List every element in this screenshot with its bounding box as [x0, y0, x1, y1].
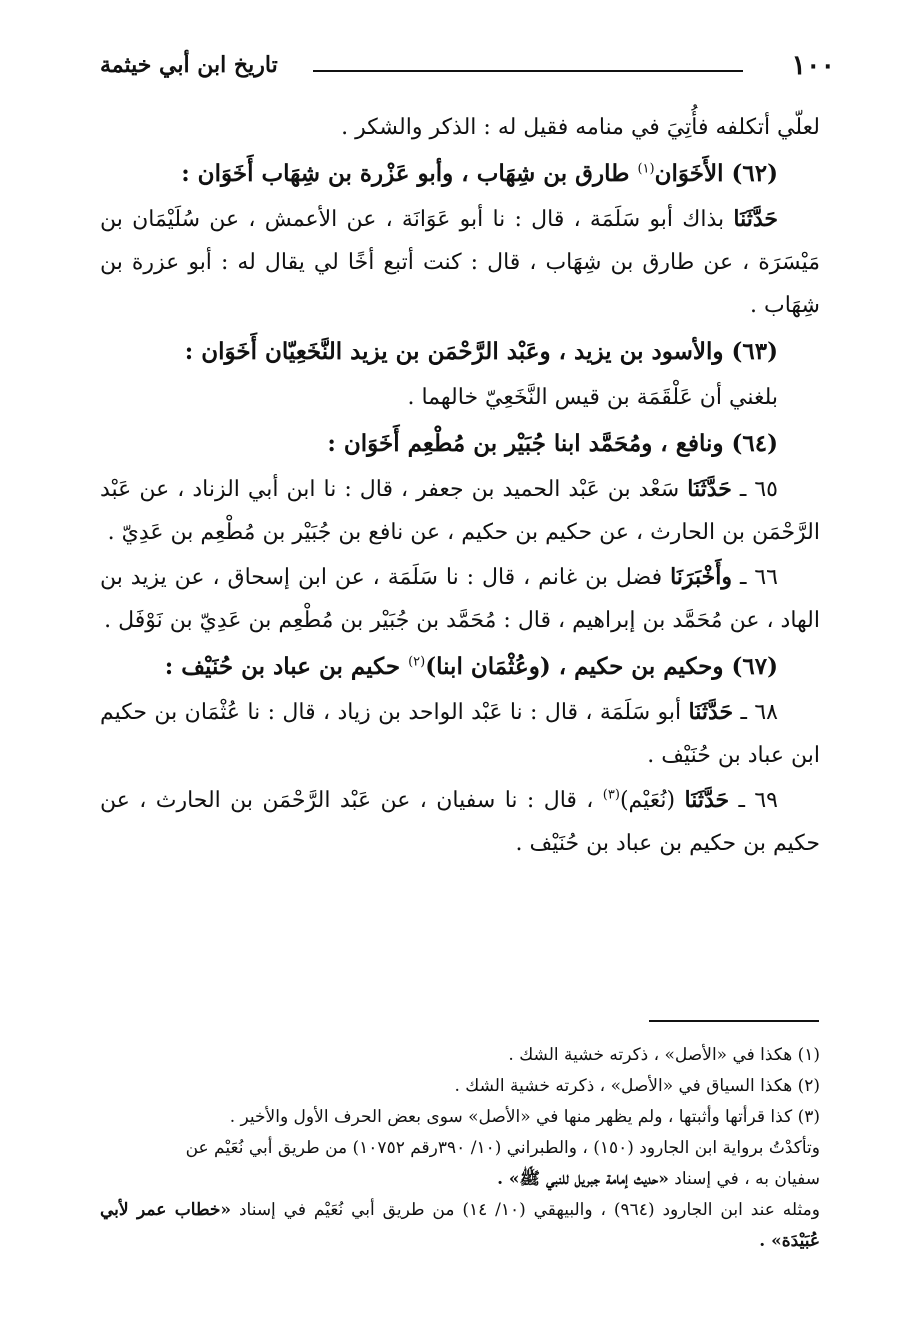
- footnote-ref: (١): [637, 161, 655, 177]
- item-number: ٦٥ ـ: [739, 477, 778, 502]
- heading-part: (٦٧) وحكيم بن حكيم ، (وعُثْمَان ابنا): [425, 653, 778, 680]
- header-rule: [313, 70, 743, 72]
- narration-mark: وأَخْبَرَنَا: [670, 564, 733, 590]
- footnote-bold-text: «حديث إمامة جبريل للنبي ﷺ» .: [497, 1169, 669, 1189]
- heading-part: طارق بن شِهَاب ، وأبو عَزْرة بن شِهَاب أَخَوَان :: [181, 160, 630, 187]
- paragraph-text: فضل بن غانم ، قال : نا سَلَمَة ، عن ابن إسحاق ، عن يزيد بن الهاد ، عن مُحَمَّد بن إبراهيم ، قال : مُحَمَّد بن جُبَيْر بن مُطْعِم بن عَدِيّ بن نَوْفَل .: [100, 565, 820, 633]
- page-header: [100, 48, 835, 98]
- heading-part: (٦٢) الأَخَوَان: [654, 160, 778, 187]
- paragraph-continuation: لعلّي أتكلفه فأُتِيَ في منامه فقيل له : الذكر والشكر .: [341, 115, 820, 140]
- footnote-3: (٣) كذا قرأتها وأثبتها ، ولم يظهر منها في «الأصل» سوى بعض الحرف الأول والأخير .: [229, 1107, 820, 1127]
- paragraph-62: [100, 198, 820, 327]
- paragraph-69: [100, 779, 820, 865]
- item-number: ٦٦ ـ: [739, 565, 778, 590]
- footnote-rule: [649, 1020, 819, 1022]
- section-heading-67: [100, 644, 820, 689]
- narration-mark: حَدَّثَنَا: [684, 787, 730, 813]
- footnote-2: (٢) هكذا السياق في «الأصل» ، ذكرته خشية الشك .: [454, 1076, 820, 1096]
- footnote-bold-text: «خطاب عمر لأبي عُبَيْدَة» .: [100, 1200, 820, 1251]
- book-title: تاريخ ابن أبي خيثمة: [100, 52, 278, 78]
- item-number: ٦٩ ـ: [738, 788, 778, 813]
- section-heading-63: (٦٣) والأسود بن يزيد ، وعَبْد الرَّحْمَن بن يزيد النَّخَعِيّان أَخَوَان :: [184, 338, 778, 365]
- paragraph-text: ، قال : نا سفيان ، عن عَبْد الرَّحْمَن بن الحارث ، عن حكيم بن حكيم بن عباد بن حُنَيْف .: [100, 788, 820, 856]
- main-text: [100, 106, 820, 867]
- paragraph-65: [100, 468, 820, 554]
- paragraph-text: بذاك أبو سَلَمَة ، قال : نا أبو عَوَانَة ، عن الأعمش ، عن سُلَيْمَان بن مَيْسَرَة ، عن طارق بن شِهَاب ، قال : كنت أتبع أخًا لي يقال له : أبو عزرة بن شِهَاب .: [100, 207, 820, 318]
- footnote-3-continuation: [100, 1195, 820, 1257]
- narration-mark: حَدَّثَنَا: [688, 699, 734, 725]
- paragraph-66: [100, 556, 820, 642]
- footnote-text: سفيان به ، في إسناد: [674, 1169, 820, 1189]
- item-number: ٦٨ ـ: [740, 700, 778, 725]
- paragraph-text: أبو سَلَمَة ، قال : نا عَبْد الواحد بن زياد ، قال : نا عُثْمَان بن حكيم ابن عباد بن حُنَيْف .: [100, 700, 820, 768]
- heading-part: حكيم بن عباد بن حُنَيْف :: [164, 653, 401, 680]
- paragraph-68: [100, 691, 820, 777]
- paragraph-63: بلغني أن عَلْقَمَة بن قيس النَّخَعِيّ خالهما .: [407, 385, 778, 410]
- footnote-text: ومثله عند ابن الجارود (٩٦٤) ، والبيهقي (١٠/ ١٤) من طريق أبي نُعَيْم في إسناد: [238, 1200, 820, 1220]
- footnote-ref: (٢): [408, 654, 426, 670]
- footnote-ref: (٣): [602, 787, 620, 803]
- section-heading-64: (٦٤) ونافع ، ومُحَمَّد ابنا جُبَيْر بن مُطْعِم أَخَوَان :: [327, 430, 778, 457]
- narration-mark: حَدَّثَنَا: [687, 476, 732, 502]
- footnote-3-continuation: وتأكدْتُ برواية ابن الجارود (١٥٠) ، والطبراني (١٠/ ٣٩٠رقم ١٠٧٥٢) من طريق أبي نُعَيْم عن: [185, 1138, 820, 1158]
- paragraph-text: سَعْد بن عَبْد الحميد بن جعفر ، قال : نا ابن أبي الزناد ، عن عَبْد الرَّحْمَن بن الحارث ، عن حكيم بن حكيم ، عن نافع بن جُبَيْر بن مُطْعِم بن عَدِيّ .: [100, 477, 820, 545]
- footnote-1: (١) هكذا في «الأصل» ، ذكرته خشية الشك .: [508, 1045, 820, 1065]
- narration-mark: حَدَّثَنَا: [733, 206, 778, 232]
- paragraph-text: (نُعَيْم): [619, 788, 676, 813]
- section-heading-62: [100, 151, 820, 196]
- footnote-3-continuation: [100, 1164, 820, 1195]
- footnotes: [100, 1040, 820, 1257]
- page-number: ١٠٠: [791, 50, 835, 81]
